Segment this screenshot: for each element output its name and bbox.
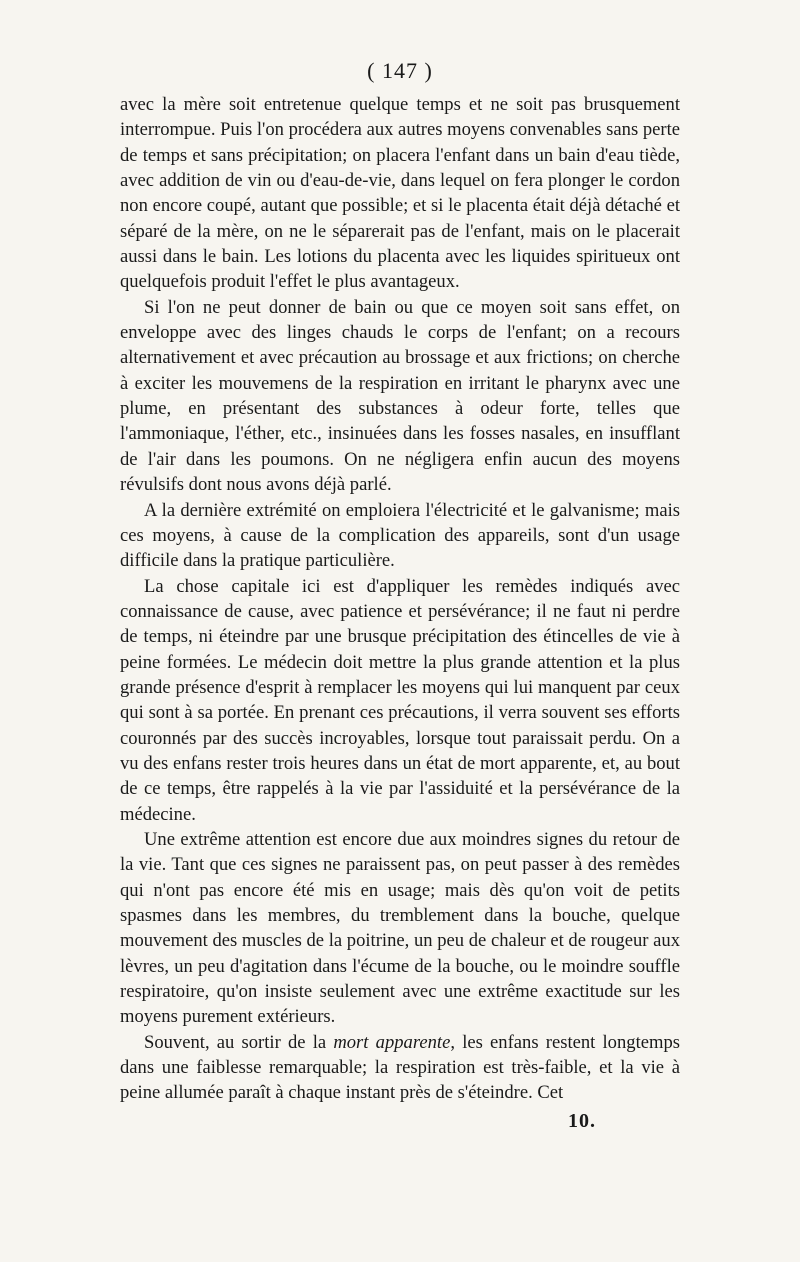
paragraph-5: Une extrême attention est encore due aux moindres signes du retour de la vie. Tant que ces signes ne paraissent pas, on peut passer à des remèdes qui n'ont pas encore été mis en usage; mais dès qu'on voit de petits spasmes dans les membres, du tremblement dans la bouche, quelque mouvement des muscles de la poitrine, un peu de chaleur et de rougeur aux lèvres, un peu d'agitation dans l'écume de la bouche, ou le moindre souffle respiratoire, qu'on insiste seulement avec une extrême exactitude sur les moyens purement extérieurs. <box>120 828 680 1028</box>
paragraph-6 <box>120 1030 680 1106</box>
page-number: ( 147 ) <box>367 58 433 83</box>
paragraph-2: Si l'on ne peut donner de bain ou que ce moyen soit sans effet, on enveloppe avec des linges chauds le corps de l'enfant; on a recours alternativement et avec précaution au brossage et aux frictions; on cherche à exciter les mouvemens de la respiration en irritant le pharynx avec une plume, en présentant des substances à odeur forte, telles que l'ammoniaque, l'éther, etc., insinuées dans les fosses nasales, en insufflant de l'air dans les poumons. On ne négligera enfin aucun des moyens révulsifs dont nous avons déjà parlé. <box>120 296 680 496</box>
paragraph-4: La chose capitale ici est d'appliquer les remèdes indiqués avec connaissance de cause, avec patience et persévérance; il ne faut ni perdre de temps, ni éteindre par une brusque précipitation des étincelles de vie à peine formées. Le médecin doit mettre la plus grande attention et la plus grande présence d'esprit à remplacer les moyens qui lui manquent par ceux qui sont à sa portée. En prenant ces précautions, il verra souvent ses efforts couronnés par des succès incroyables, lorsque tout paraissait perdu. On a vu des enfans rester trois heures dans un état de mort apparente, et, au bout de ce temps, être rappelés à la vie par l'assiduité et la persévérance de la médecine. <box>120 575 680 825</box>
paragraph-6-start: Souvent, au sortir de la <box>144 1031 334 1053</box>
paragraph-6-end: , les enfans restent longtemps dans une faiblesse remarquable; la respiration est très-faible, et la vie à peine allumée paraît à chaque instant près de s'éteindre. Cet <box>120 1031 680 1104</box>
paragraph-1: avec la mère soit entretenue quelque temps et ne soit pas brusquement interrompue. Puis l'on procédera aux autres moyens convenables sans perte de temps et sans précipitation; on placera l'enfant dans un bain d'eau tiède, avec addition de vin ou d'eau-de-vie, dans lequel on fera plonger le cordon non encore coupé, autant que possible; et si le placenta était déjà détaché et séparé de la mère, on ne le séparerait pas de l'enfant, mais on le placerait aussi dans le bain. Les lotions du placenta avec les liquides spiritueux ont quelquefois produit l'effet le plus avantageux. <box>120 94 680 293</box>
italic-term: mort apparente <box>333 1031 451 1053</box>
body-text <box>120 92 680 1106</box>
signature-mark: 10. <box>568 1110 596 1132</box>
paragraph-3: A la dernière extrémité on emploiera l'électricité et le galvanisme; mais ces moyens, à cause de la complication des appareils, sont d'un usage difficile dans la pratique particulière. <box>120 499 680 572</box>
